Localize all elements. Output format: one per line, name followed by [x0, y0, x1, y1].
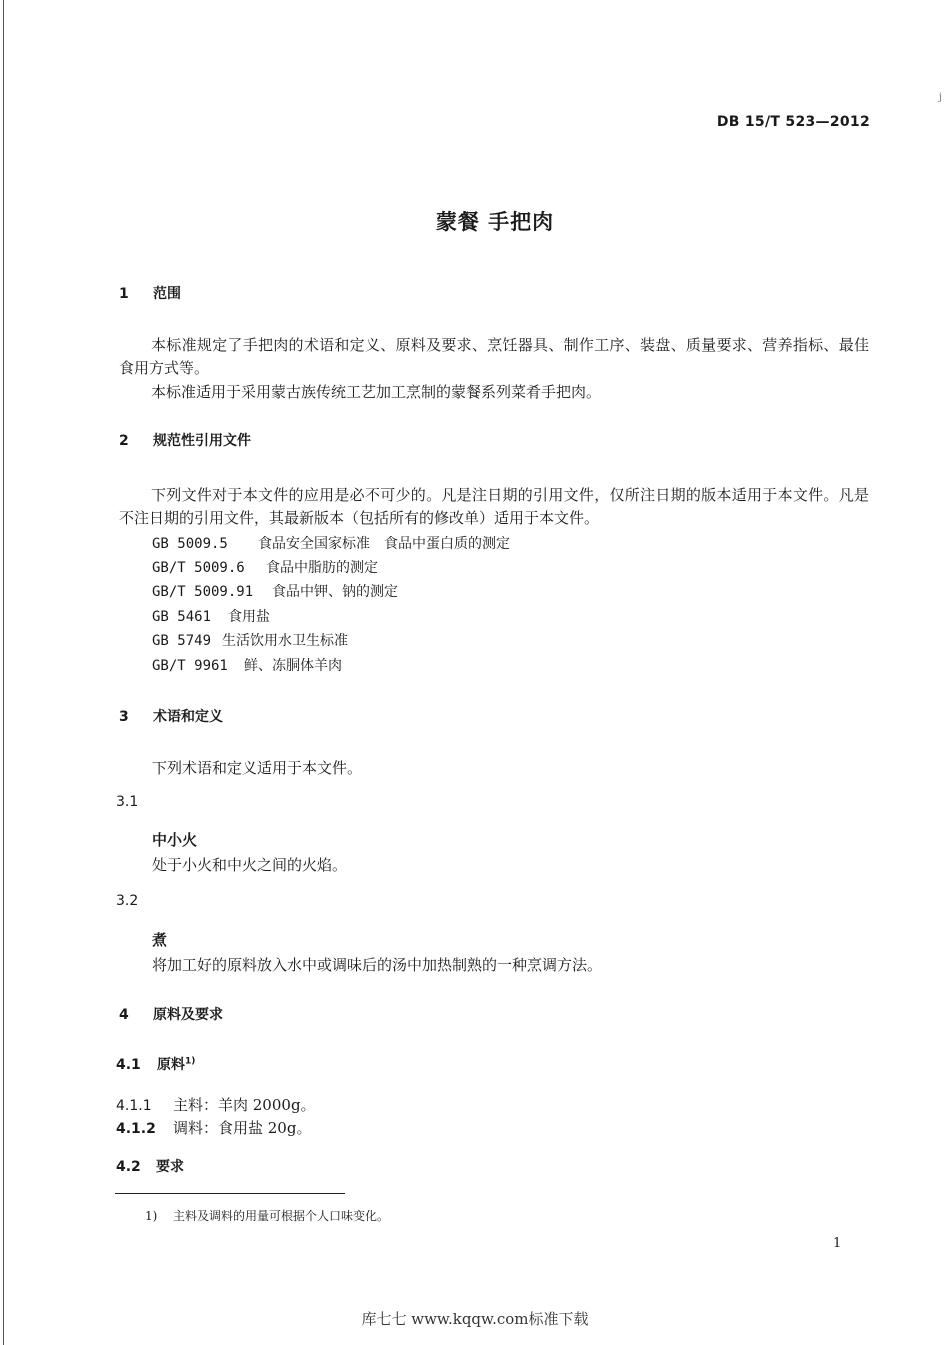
section-2-paragraph-1: 下列文件对于本文件的应用是必不可少的。凡是注日期的引用文件，仅所注日期的版本适用于本文件。凡是不注日期的引用文件，其最新版本（包括所有的修改单）适用于本文件。 [119, 486, 869, 527]
section-title: 原料及要求 [153, 1007, 223, 1023]
page-number: 1 [833, 1236, 842, 1251]
reference-item [152, 581, 398, 601]
section-3-paragraph-1: 下列术语和定义适用于本文件。 [152, 759, 363, 777]
section-2-heading [119, 430, 251, 450]
reference-name: 食品中钾、钠的测定 [272, 584, 398, 600]
subsection-number: 4.2 [116, 1159, 141, 1175]
reference-code: GB 5749 [152, 633, 212, 649]
reference-name: 鲜、冻胴体羊肉 [244, 658, 342, 674]
document-title: 蒙餐 手把肉 [435, 210, 555, 234]
clause-text: 主料：羊肉 2000g。 [173, 1096, 316, 1114]
reference-name: 食品安全国家标准 食品中蛋白质的测定 [258, 536, 510, 552]
section-1-paragraph-2: 本标准适用于采用蒙古族传统工艺加工烹制的蒙餐系列菜肴手把肉。 [151, 383, 602, 401]
reference-code: GB/T 5009.6 [152, 560, 245, 576]
subsection-title: 要求 [156, 1159, 184, 1175]
reference-code: GB 5009.5 [152, 536, 228, 552]
reference-name: 食品中脂肪的测定 [266, 560, 378, 576]
document-number: DB 15/T 523—2012 [716, 114, 870, 130]
footnote [145, 1207, 389, 1224]
subsection-4-2-heading [116, 1156, 184, 1176]
footnote-reference: 1) [185, 1056, 196, 1067]
term-name: 中小火 [152, 831, 198, 849]
scan-mark: j [938, 92, 942, 103]
reference-item [152, 533, 510, 553]
subsection-4-1-heading [116, 1054, 195, 1074]
section-number: 4 [119, 1007, 129, 1023]
term-definition: 处于小火和中火之间的火焰。 [152, 856, 348, 874]
footnote-text: 主料及调料的用量可根据个人口味变化。 [173, 1209, 390, 1223]
section-3-heading [119, 706, 223, 726]
reference-code: GB/T 5009.91 [152, 584, 254, 600]
clause-number: 4.1.1 [116, 1098, 152, 1114]
term-number: 3.2 [116, 893, 139, 909]
reference-code: GB/T 9961 [152, 658, 228, 674]
download-watermark: 库七七 www.kqqw.com标准下载 [361, 1310, 589, 1328]
section-1-heading [119, 283, 181, 303]
term-definition: 将加工好的原料放入水中或调味后的汤中加热制熟的一种烹调方法。 [152, 956, 603, 974]
term-number: 3.1 [116, 794, 139, 810]
reference-name: 食用盐 [228, 609, 270, 625]
section-number: 1 [119, 286, 129, 302]
footnote-mark: 1) [145, 1209, 158, 1223]
section-1-paragraph-1: 本标准规定了手把肉的术语和定义、原料及要求、烹饪器具、制作工序、装盘、质量要求、营养指标、最佳食用方式等。 [119, 336, 869, 377]
term-name: 煮 [152, 931, 168, 949]
reference-item [152, 630, 348, 650]
section-4-heading [119, 1004, 223, 1024]
section-title: 范围 [153, 286, 181, 302]
subsection-number: 4.1 [116, 1057, 141, 1073]
clause-4-1-1 [116, 1094, 316, 1115]
reference-item [152, 606, 270, 626]
reference-item [152, 655, 342, 675]
reference-name: 生活饮用水卫生标准 [222, 633, 348, 649]
section-number: 3 [119, 709, 129, 725]
section-title: 规范性引用文件 [153, 433, 251, 449]
subsection-title: 原料 [157, 1057, 185, 1073]
clause-text: 调料：食用盐 20g。 [173, 1119, 312, 1137]
reference-code: GB 5461 [152, 609, 212, 625]
reference-item [152, 557, 378, 577]
clause-4-1-2 [116, 1117, 311, 1138]
footnote-separator [115, 1193, 345, 1194]
section-title: 术语和定义 [153, 709, 223, 725]
section-number: 2 [119, 433, 129, 449]
scan-left-edge [3, 0, 4, 1345]
clause-number: 4.1.2 [116, 1121, 156, 1137]
